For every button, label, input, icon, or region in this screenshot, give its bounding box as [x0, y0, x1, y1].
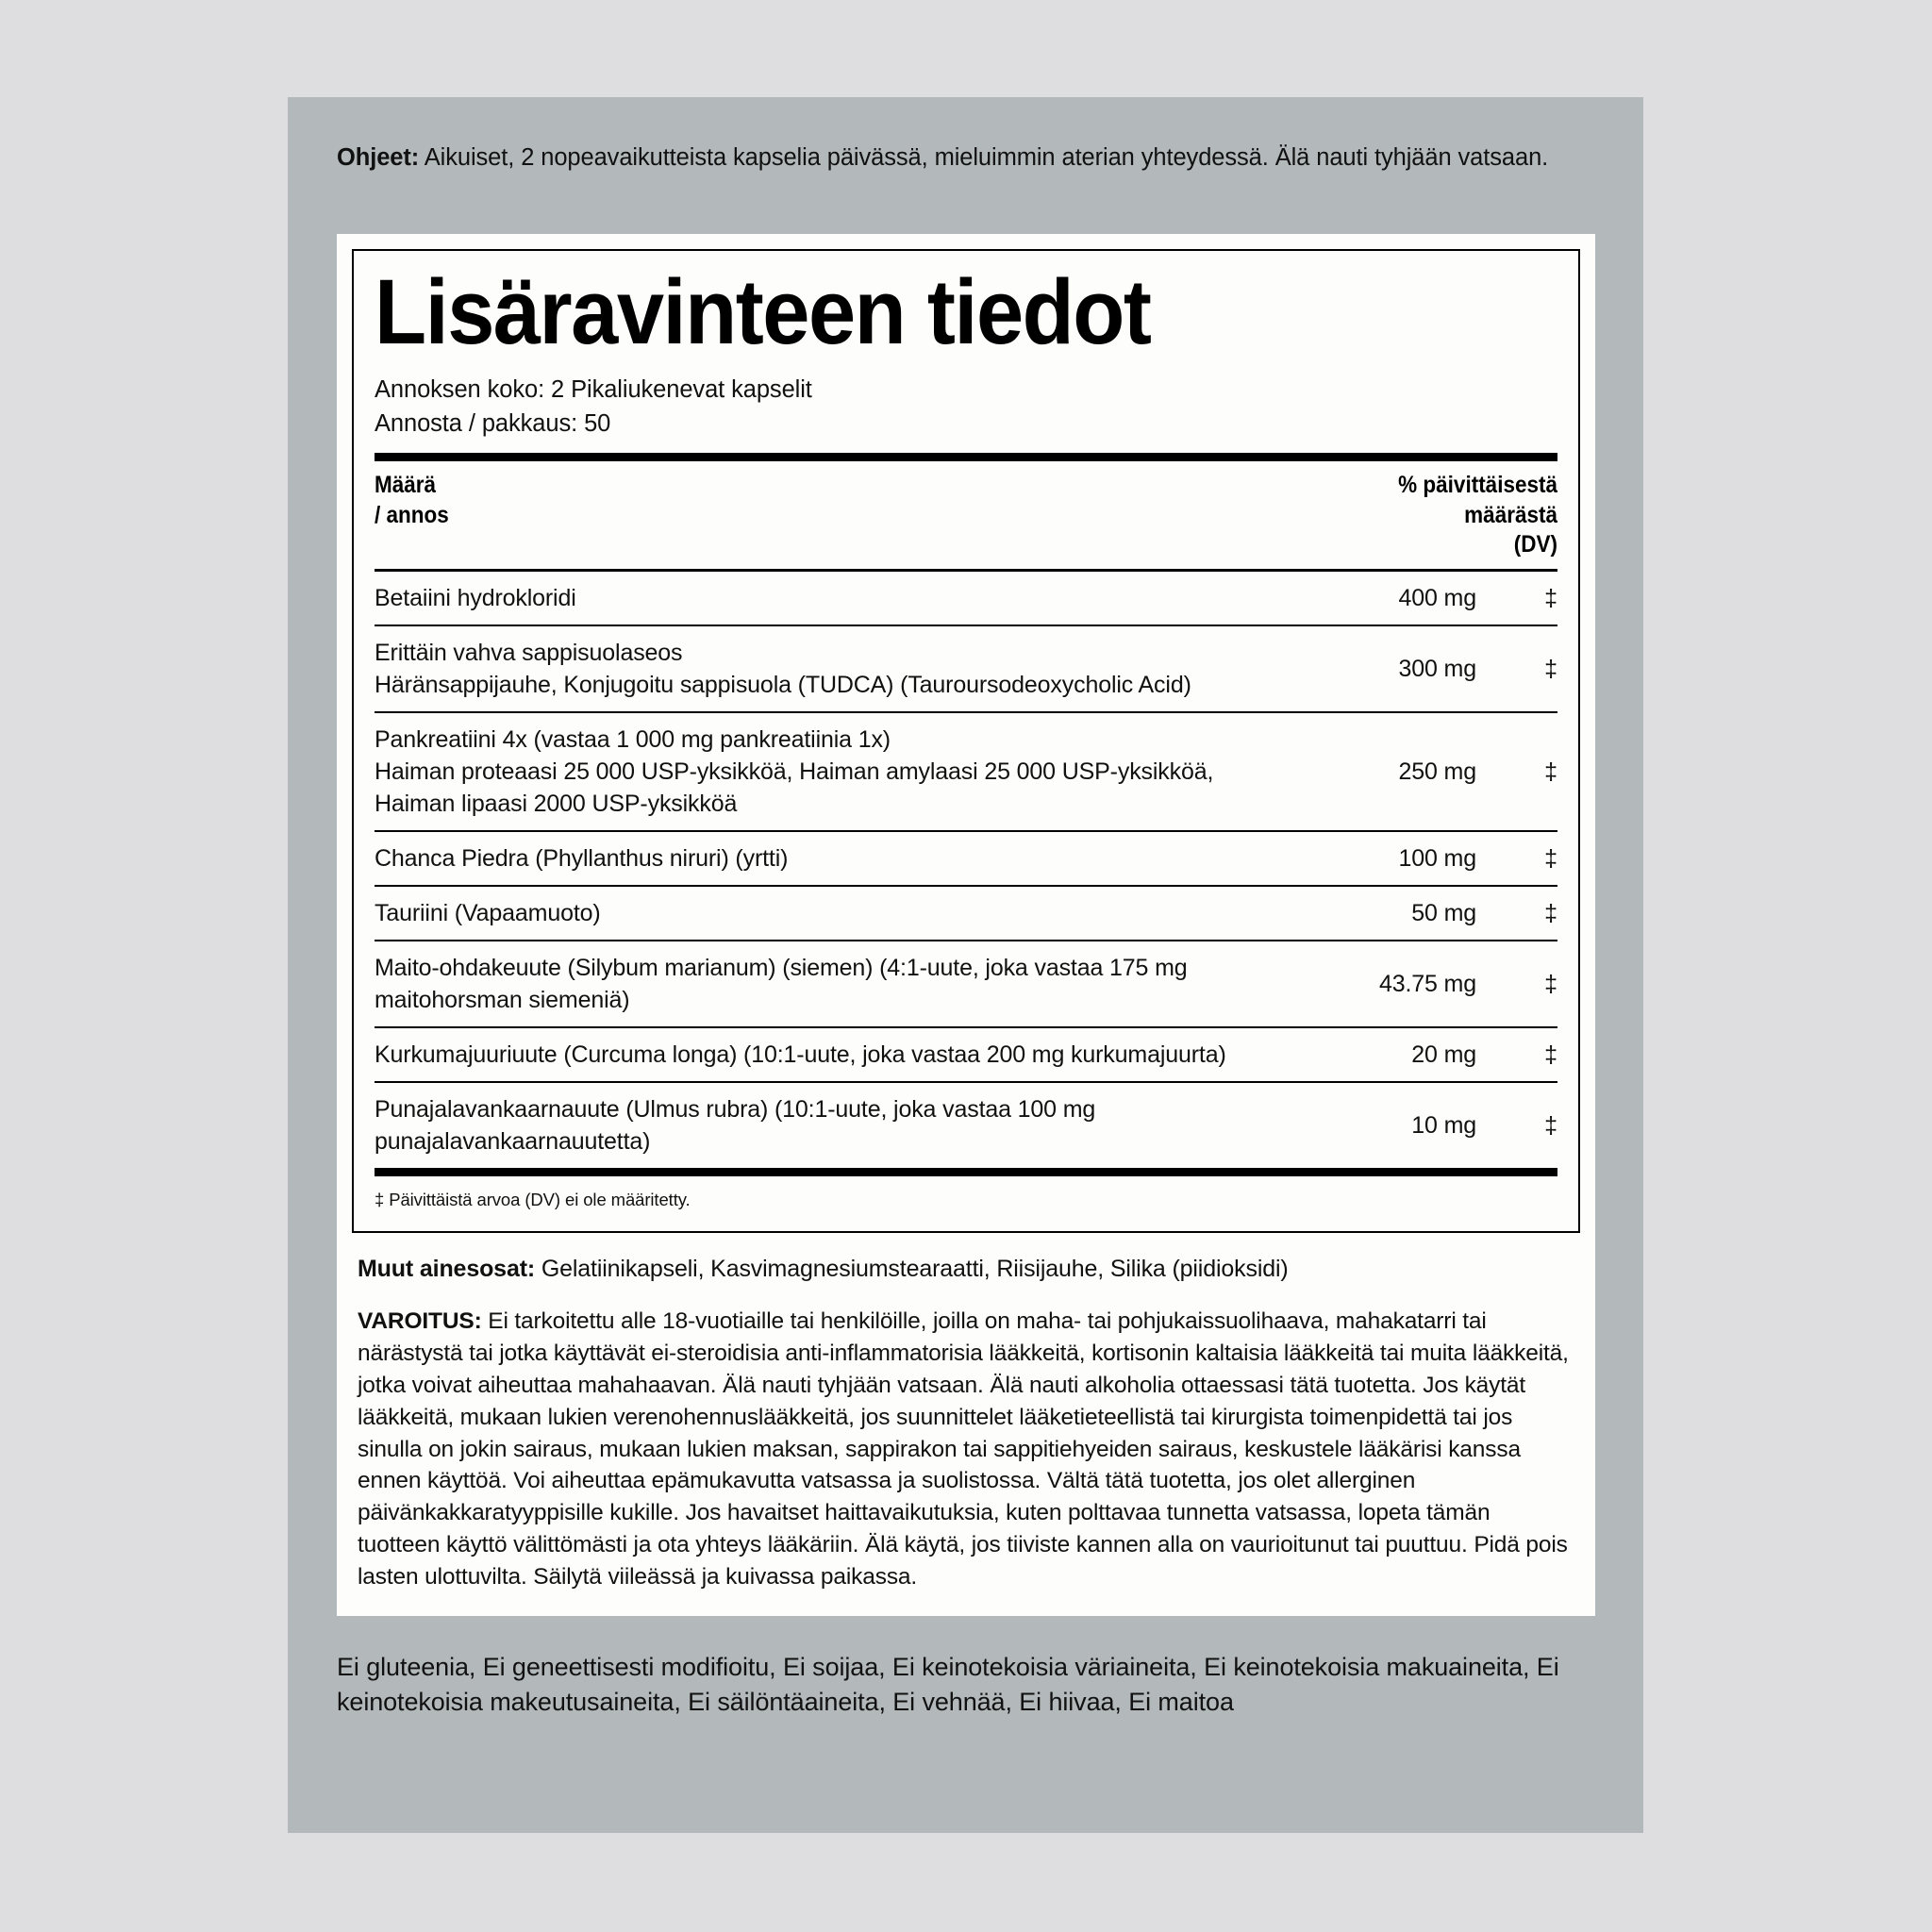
ingredient-amount: 50 mg: [1411, 899, 1476, 926]
ingredient-daily-value: ‡: [1544, 844, 1557, 872]
warning-text: [352, 1285, 1580, 1602]
ingredient-amount: 300 mg: [1398, 655, 1476, 682]
dv-footnote: ‡ Päivittäistä arvoa (DV) ei ole määritetty.: [375, 1189, 691, 1209]
ingredient-row: [375, 941, 1557, 1026]
other-ingredients-label: Muut ainesosat:: [358, 1255, 536, 1282]
supplement-facts-panel: [337, 234, 1595, 1616]
free-from-claims: Ei gluteenia, Ei geneettisesti modifioitu, Ei soijaa, Ei keinotekoisia väriaineita, Ei keinotekoisia makuaineita, Ei keinotekoisia makeutusaineita, Ei säilöntäaineita, Ei vehnää, Ei hiivaa, Ei maitoa: [337, 1653, 1559, 1716]
ingredient-amount: 43.75 mg: [1378, 970, 1476, 997]
ingredient-name: Punajalavankaarnauute (Ulmus rubra) (10:1-uute, joka vastaa 100 mg punajalavankaarnauutetta): [375, 1095, 1096, 1155]
warning-label: VAROITUS:: [358, 1308, 482, 1335]
ingredient-name: Tauriini (Vapaamuoto): [375, 899, 601, 926]
dv-header-line2: määrästä: [1464, 501, 1557, 528]
ingredient-daily-value: ‡: [1544, 1041, 1557, 1068]
ingredient-row: [375, 572, 1557, 625]
ingredient-amount: 100 mg: [1398, 844, 1476, 872]
ingredient-amount: 20 mg: [1411, 1041, 1476, 1068]
other-ingredients-body: Gelatiinikapseli, Kasvimagnesiumstearaatti, Riisijauhe, Silika (piidioksidi): [535, 1255, 1289, 1282]
ingredient-row: [375, 832, 1557, 885]
amount-header-line2: / annos: [375, 501, 449, 528]
ingredient-rows: [375, 572, 1557, 1168]
ingredient-daily-value: ‡: [1544, 655, 1557, 682]
ingredient-daily-value: ‡: [1544, 758, 1557, 785]
ingredient-name: Betaiini hydrokloridi: [375, 584, 576, 611]
ingredient-row: [375, 887, 1557, 940]
ingredient-daily-value: ‡: [1544, 970, 1557, 997]
ingredient-row: [375, 1028, 1557, 1081]
directions-body: Aikuiset, 2 nopeavaikutteista kapselia päivässä, mieluimmin aterian yhteydessä. Älä nauti tyhjään vatsaan.: [419, 144, 1549, 171]
amount-column-header: [375, 471, 1159, 530]
ingredient-row: [375, 713, 1557, 830]
ingredient-name: Pankreatiini 4x (vastaa 1 000 mg pankreatiinia 1x) Haiman proteaasi 25 000 USP-yksikköä, Haiman amylaasi 25 000 USP-yksikköä, Haiman lipaasi 2000 USP-yksikköä: [375, 725, 1214, 817]
dv-column-header: [1277, 471, 1557, 560]
dv-header-line1: % päivittäisestä: [1398, 472, 1557, 499]
rule-thick-bottom: [375, 1168, 1557, 1176]
warning-body: Ei tarkoitettu alle 18-vuotiaille tai henkilöille, joilla on maha- tai pohjukaissuolihaava, mahakatarri tai närästystä tai jotka käyttävät ei-steroidisia anti-inflammatorisia lääkkeitä, kortisonin kaltaisia lääkkeitä tai muita lääkkeitä, jotka voivat aiheuttaa mahahaavan. Älä nauti tyhjään vatsaan. Älä nauti alkoholia ottaessasi tätä tuotetta. Jos käytät lääkkeitä, mukaan lukien verenohennuslääkkeitä, jos suunnittelet lääketieteellistä tai kirurgista toimenpidettä tai jos sinulla on jokin sairaus, mukaan lukien maksan, sappirakon tai sappitiehyeiden sairaus, keskustele lääkärisi kanssa ennen käyttöä. Voi aiheuttaa epämukavutta vatsassa ja suolistossa. Vältä tätä tuotetta, jos olet allerginen päivänkakkaratyyppisille kukille. Jos havaitset haittavaikutuksia, kuten polttavaa tunnetta vatsassa, lopeta tämän tuotteen käyttö välittömästi ja ota yhteys lääkäriin. Älä käytä, jos tiiviste kannen alla on vaurioitunut tai puuttuu. Pidä pois lasten ulottuvilta. Säilytä viileässä ja kuivassa paikassa.: [358, 1308, 1569, 1590]
dv-header-line3: (DV): [1513, 531, 1557, 558]
ingredient-amount: 400 mg: [1398, 584, 1476, 611]
serving-size: Annoksen koko: 2 Pikaliukenevat kapselit: [375, 375, 812, 403]
ingredient-daily-value: ‡: [1544, 899, 1557, 926]
other-ingredients: [352, 1233, 1580, 1286]
amount-header-line1: Määrä: [375, 472, 437, 499]
servings-per-container: Annosta / pakkaus: 50: [375, 410, 611, 438]
rule-thick-top: [375, 453, 1557, 461]
supplement-facts-title: Lisäravinteen tiedot: [375, 260, 1151, 363]
ingredient-name: Maito-ohdakeuute (Silybum marianum) (siemen) (4:1-uute, joka vastaa 175 mg maitohorsman siemeniä): [375, 954, 1188, 1013]
table-header-row: [375, 461, 1557, 569]
ingredient-name: Kurkumajuuriuute (Curcuma longa) (10:1-uute, joka vastaa 200 mg kurkumajuurta): [375, 1041, 1226, 1068]
ingredient-row: [375, 626, 1557, 711]
ingredient-amount: 250 mg: [1398, 758, 1476, 785]
ingredient-daily-value: ‡: [1544, 584, 1557, 611]
ingredient-name: Chanca Piedra (Phyllanthus niruri) (yrtti): [375, 844, 789, 872]
ingredient-amount: 10 mg: [1411, 1111, 1476, 1139]
directions-text: [337, 142, 1563, 175]
ingredient-row: [375, 1083, 1557, 1168]
ingredient-daily-value: ‡: [1544, 1111, 1557, 1139]
directions-label: Ohjeet:: [337, 144, 420, 171]
label-card: [288, 97, 1643, 1833]
ingredient-name: Erittäin vahva sappisuolaseos Häränsappijauhe, Konjugoitu sappisuola (TUDCA) (Tauroursodeoxycholic Acid): [375, 639, 1191, 698]
supplement-facts-border: [352, 249, 1580, 1233]
